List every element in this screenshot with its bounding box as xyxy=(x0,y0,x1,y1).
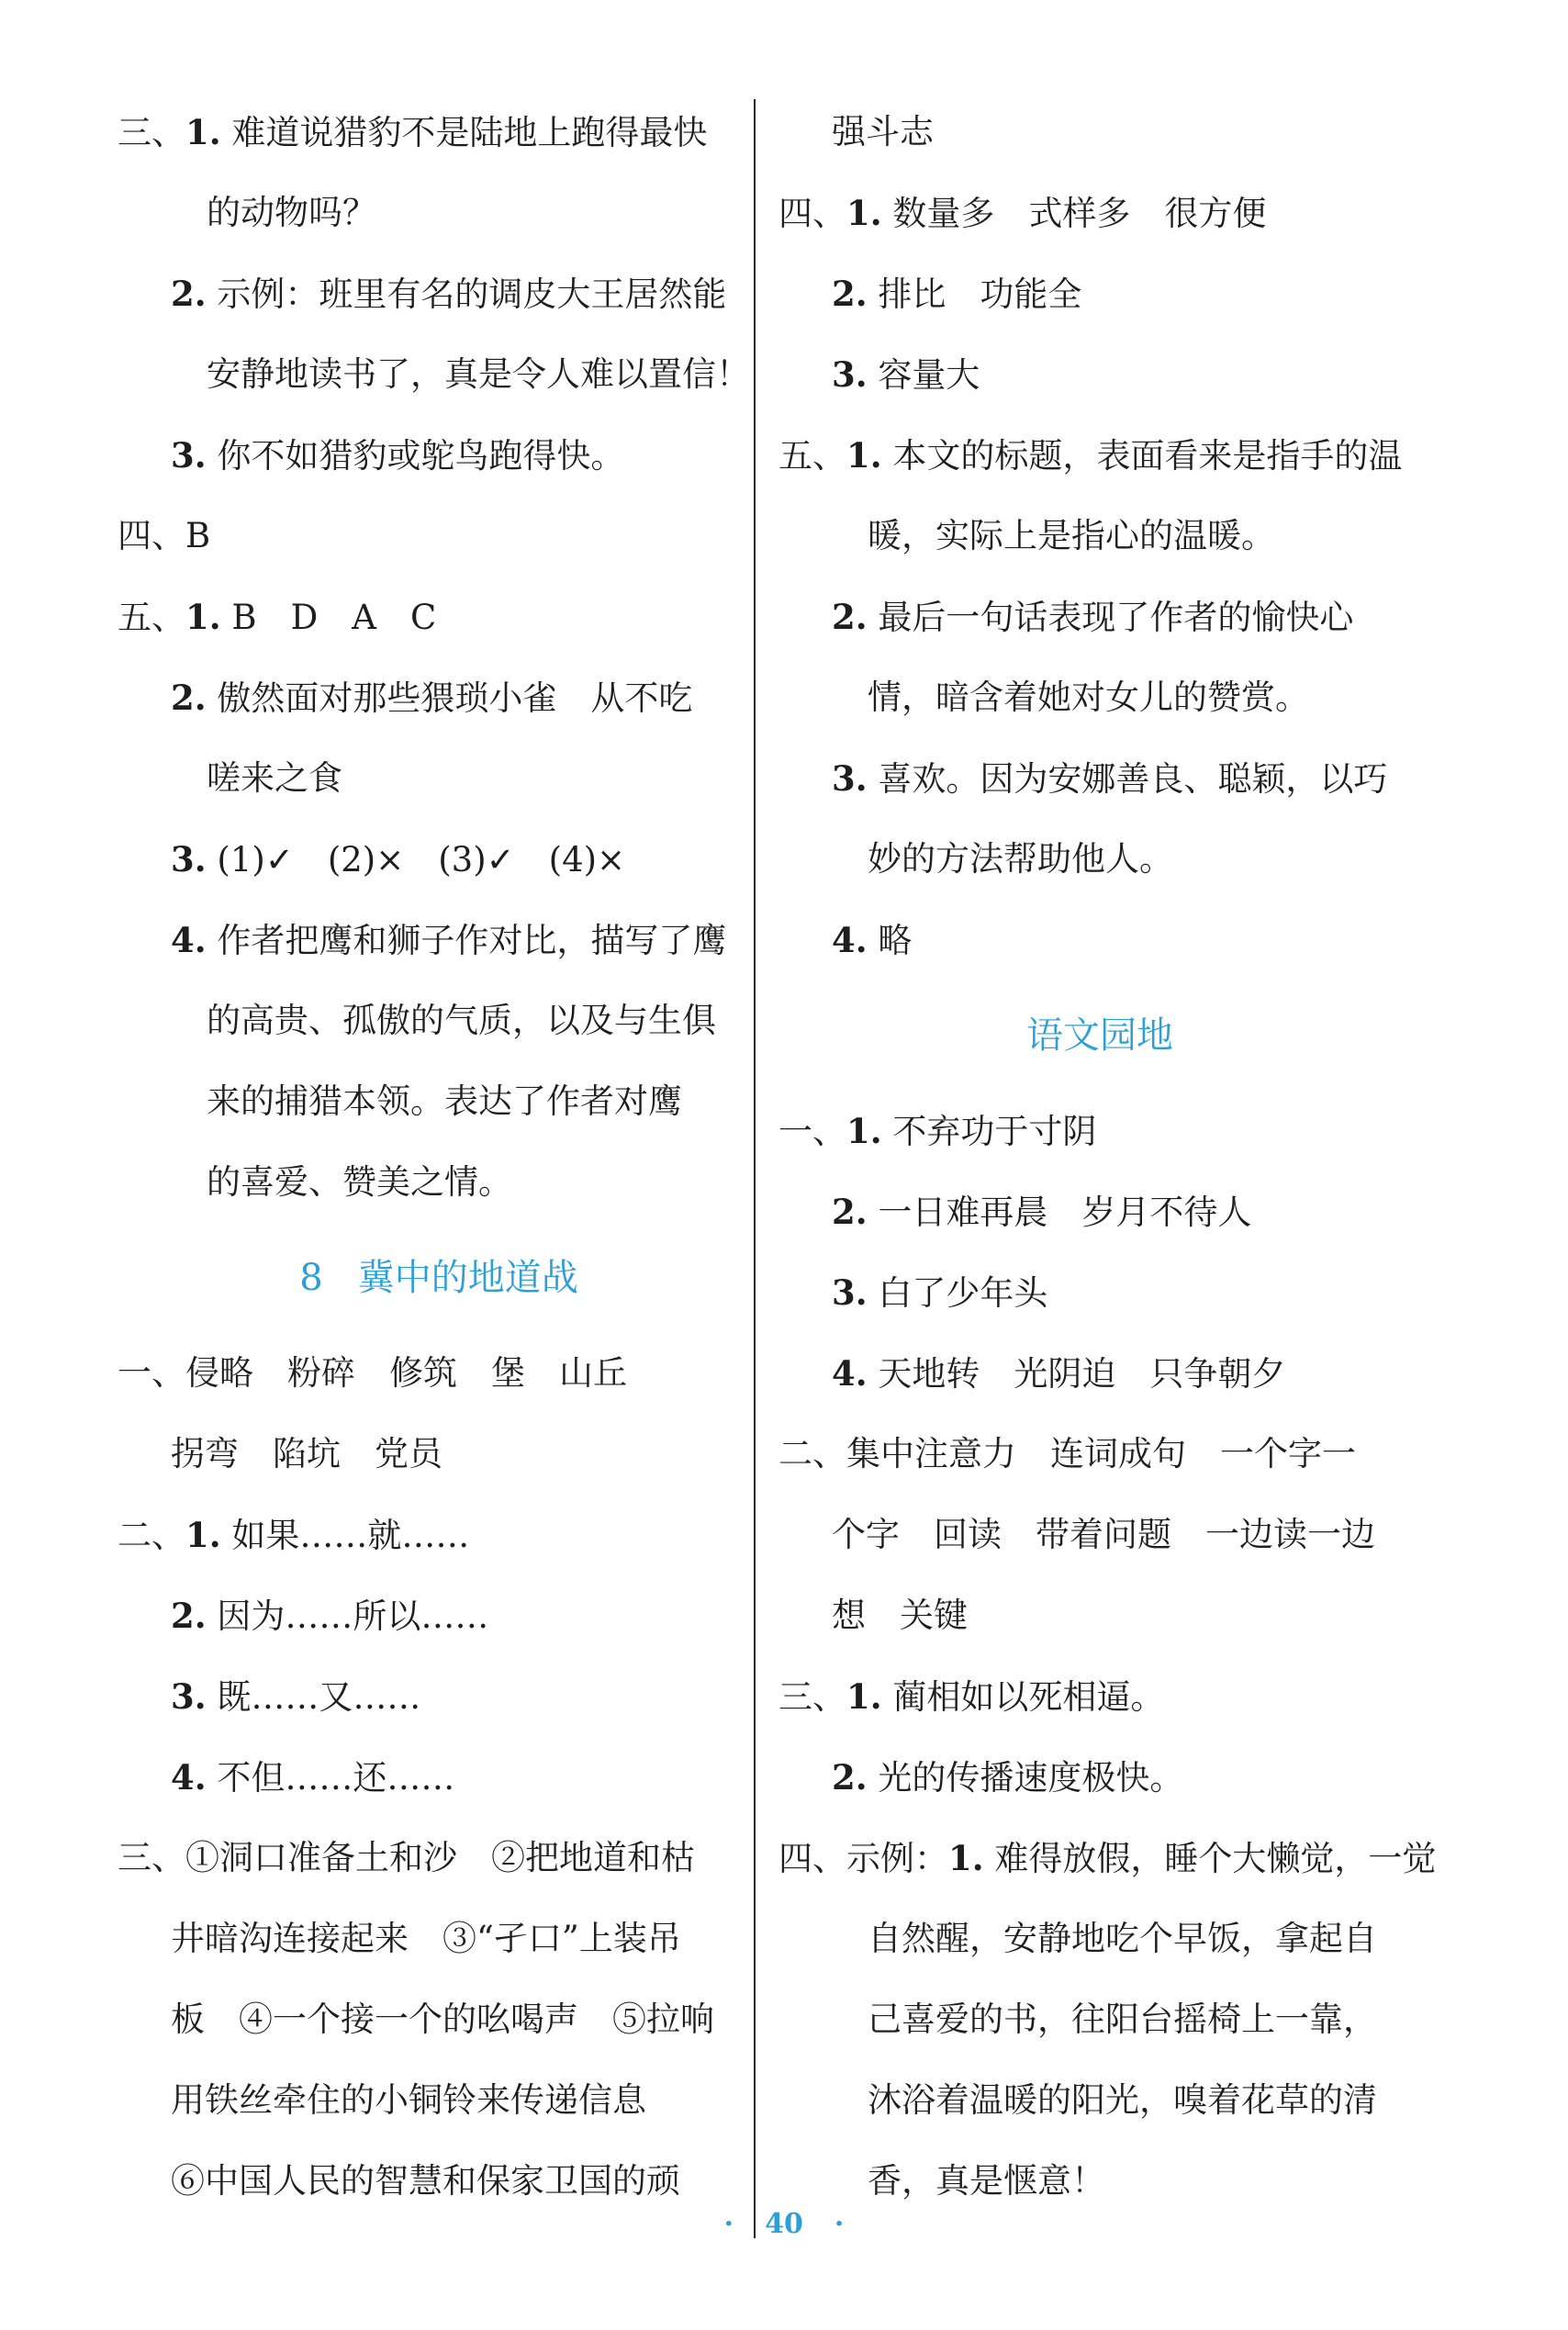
answer-line xyxy=(118,253,760,334)
answer-text: 排比 功能全 xyxy=(867,274,1082,314)
answer-text: 数量多 式样多 很方便 xyxy=(881,194,1267,233)
answer-line xyxy=(778,415,1421,496)
answer-line xyxy=(118,980,760,1061)
answer-text: 板 ④一个接一个的吆喝声 ⑤拉响 xyxy=(171,2000,714,2039)
answer-line xyxy=(118,415,760,496)
answer-section-marker: 五、 xyxy=(118,598,185,637)
answer-line xyxy=(778,1979,1421,2060)
answer-text: 作者把鹰和狮子作对比，描写了鹰 xyxy=(206,921,727,960)
answer-section-marker: 一、 xyxy=(778,1112,846,1151)
answer-text: 妙的方法帮助他人。 xyxy=(868,839,1173,879)
answer-text: 安静地读书了，真是令人难以置信！ xyxy=(207,354,750,394)
answer-text: 不弃功于寸阴 xyxy=(881,1112,1097,1151)
answer-line xyxy=(778,1818,1437,1899)
section-heading xyxy=(118,1223,760,1333)
answer-text: 强斗志 xyxy=(832,112,934,151)
answer-text: 难得放假，睡个大懒觉，一觉 xyxy=(983,1839,1437,1878)
answer-line xyxy=(118,577,760,657)
folio-dot-right: · xyxy=(834,2208,845,2240)
answer-text: 容量大 xyxy=(867,355,980,395)
answer-text: 你不如猎豹或鸵鸟跑得快。 xyxy=(206,436,625,476)
left-column xyxy=(118,92,760,2222)
answer-item-number: 3. xyxy=(171,1676,207,1717)
answer-line xyxy=(118,657,760,738)
answer-line xyxy=(118,1656,760,1737)
answer-line xyxy=(778,1171,1421,1252)
answer-text: 己喜爱的书，往阳台摇椅上一靠， xyxy=(868,2000,1377,2039)
answer-text: 二、集中注意力 连词成句 一个字一 xyxy=(778,1434,1356,1473)
answer-text: 光的传播速度极快。 xyxy=(867,1758,1184,1798)
answer-line xyxy=(118,1142,760,1223)
answer-line xyxy=(778,173,1421,253)
answer-section-marker: 三、 xyxy=(778,1677,846,1717)
answer-text: 拐弯 陷坑 党员 xyxy=(171,1434,442,1473)
answer-text: 来的捕猎本领。表达了作者对鹰 xyxy=(207,1081,682,1121)
answer-line xyxy=(778,1495,1421,1575)
answer-item-number: 4. xyxy=(171,1757,207,1798)
answer-section-marker: 四、 xyxy=(778,194,846,233)
answer-item-number: 4. xyxy=(171,920,207,960)
answer-line xyxy=(778,1091,1421,1171)
answer-line xyxy=(118,1899,760,1979)
answer-text: 傲然面对那些猥琐小雀 从不吃 xyxy=(206,678,693,718)
answer-text: 井暗沟连接起来 ③“孑口”上装吊 xyxy=(171,1919,681,1958)
answer-line xyxy=(778,819,1421,900)
answer-line xyxy=(118,92,760,173)
answer-section-marker: 二、 xyxy=(118,1516,185,1555)
answer-line xyxy=(118,738,760,819)
answer-section-marker: 三、 xyxy=(118,113,185,152)
answer-item-number: 1. xyxy=(846,1676,882,1717)
answer-item-number: 4. xyxy=(832,1353,868,1394)
answer-text: 情，暗含着她对女儿的赞赏。 xyxy=(868,678,1309,717)
answer-item-number: 1. xyxy=(846,435,882,476)
answer-item-number: 2. xyxy=(832,274,868,314)
answer-text: 沐浴着温暖的阳光，嗅着花草的清 xyxy=(868,2080,1377,2120)
answer-item-number: 2. xyxy=(832,1757,868,1798)
section-title: 冀中的地道战 xyxy=(357,1257,578,1299)
answer-text: 嗟来之食 xyxy=(207,758,342,798)
answer-line xyxy=(778,1899,1421,1979)
answer-line xyxy=(778,1414,1421,1495)
answer-text: 暖，实际上是指心的温暖。 xyxy=(868,516,1275,555)
answer-line xyxy=(118,819,760,900)
answer-text: 天地转 光阴迫 只争朝夕 xyxy=(867,1354,1286,1394)
section-title: 语文园地 xyxy=(1026,1014,1173,1057)
answer-item-number: 3. xyxy=(832,758,868,799)
answer-text: 三、①洞口准备土和沙 ②把地道和枯 xyxy=(118,1838,695,1877)
answer-text: 的高贵、孤傲的气质，以及与生俱 xyxy=(207,1001,716,1040)
answer-line xyxy=(118,2060,760,2141)
section-heading xyxy=(778,980,1421,1091)
answer-line xyxy=(118,1737,760,1818)
answer-line xyxy=(778,900,1421,980)
right-column xyxy=(778,92,1437,2222)
answer-line xyxy=(118,496,760,577)
answer-text: 如果……就…… xyxy=(220,1516,470,1555)
answer-line xyxy=(118,1979,760,2060)
column-divider xyxy=(754,99,756,2238)
answer-line xyxy=(778,334,1421,415)
answer-text: 的喜爱、赞美之情。 xyxy=(207,1162,512,1202)
answer-text: 的动物吗？ xyxy=(207,193,376,232)
answer-line xyxy=(118,1495,760,1575)
answer-item-number: 2. xyxy=(171,1596,207,1636)
answer-text: B D A C xyxy=(220,598,437,637)
answer-item-number: 3. xyxy=(832,354,868,395)
answer-text: 香，真是惬意！ xyxy=(868,2161,1105,2201)
answer-line xyxy=(778,1575,1421,1656)
answer-line xyxy=(778,2060,1421,2141)
answer-text: 用铁丝牵住的小铜铃来传递信息 xyxy=(171,2080,646,2120)
answer-line xyxy=(778,496,1421,577)
answer-text: 蔺相如以死相逼。 xyxy=(881,1677,1165,1717)
answer-item-number: 1. xyxy=(846,1111,882,1151)
answer-line xyxy=(778,253,1421,334)
answer-line xyxy=(118,900,760,980)
answer-item-number: 3. xyxy=(171,435,207,476)
page-number: 40 xyxy=(765,2208,803,2240)
answer-text: 一、侵略 粉碎 修筑 堡 山丘 xyxy=(118,1353,627,1393)
answer-line xyxy=(778,1252,1421,1333)
answer-line xyxy=(778,738,1421,819)
answer-item-number: 4. xyxy=(832,920,868,960)
answer-line xyxy=(118,1333,760,1414)
answer-text: 白了少年头 xyxy=(867,1273,1048,1313)
answer-text: ⑥中国人民的智慧和保家卫国的顽 xyxy=(171,2161,680,2201)
answer-line xyxy=(778,1333,1421,1414)
answer-item-number: 1. xyxy=(846,193,882,233)
answer-text: 自然醒，安静地吃个早饭，拿起自 xyxy=(868,1919,1377,1958)
answer-item-number: 2. xyxy=(171,678,207,718)
answer-item-number: 1. xyxy=(185,597,221,637)
answer-item-number: 1. xyxy=(948,1838,984,1878)
section-number: 8 xyxy=(299,1257,323,1299)
answer-text: 本文的标题，表面看来是指手的温 xyxy=(881,436,1403,476)
answer-text: 因为……所以…… xyxy=(206,1596,489,1636)
answer-line xyxy=(118,334,760,415)
answer-line xyxy=(118,1414,760,1495)
answer-line xyxy=(778,92,1421,173)
answer-line xyxy=(118,1575,760,1656)
answer-text: 略 xyxy=(867,921,913,960)
page-number-footer xyxy=(0,2208,1568,2240)
folio-dot-left: · xyxy=(723,2208,734,2240)
answer-item-number: 2. xyxy=(832,1192,868,1232)
answer-text: 既……又…… xyxy=(206,1677,421,1717)
answer-line xyxy=(118,173,760,253)
answer-text: 一日难再晨 岁月不待人 xyxy=(867,1193,1252,1232)
answer-text: 示例：班里有名的调皮大王居然能 xyxy=(206,274,727,314)
answer-item-number: 1. xyxy=(185,1515,221,1555)
answer-item-number: 3. xyxy=(832,1272,868,1313)
answer-line xyxy=(778,657,1421,738)
answer-section-marker: 四、示例： xyxy=(778,1839,948,1878)
answer-text: 四、B xyxy=(118,516,211,555)
answer-item-number: 2. xyxy=(171,274,207,314)
answer-text: 个字 回读 带着问题 一边读一边 xyxy=(832,1515,1375,1554)
answer-text: 不但……还…… xyxy=(206,1758,455,1798)
answer-line xyxy=(118,1818,760,1899)
answer-line xyxy=(778,577,1421,657)
answer-text: 想 关键 xyxy=(832,1596,968,1635)
answer-line xyxy=(778,1656,1421,1737)
answer-line xyxy=(778,1737,1421,1818)
answer-item-number: 1. xyxy=(185,112,221,152)
answer-item-number: 2. xyxy=(832,597,868,637)
answer-section-marker: 五、 xyxy=(778,436,846,476)
answer-line xyxy=(118,1061,760,1142)
answer-text: (1)✓ (2)× (3)✓ (4)× xyxy=(206,840,626,879)
answer-text: 最后一句话表现了作者的愉快心 xyxy=(867,598,1354,637)
answer-text: 难道说猎豹不是陆地上跑得最快 xyxy=(220,113,708,152)
answer-item-number: 3. xyxy=(171,839,207,879)
answer-text: 喜欢。因为安娜善良、聪颖，以巧 xyxy=(867,759,1388,799)
